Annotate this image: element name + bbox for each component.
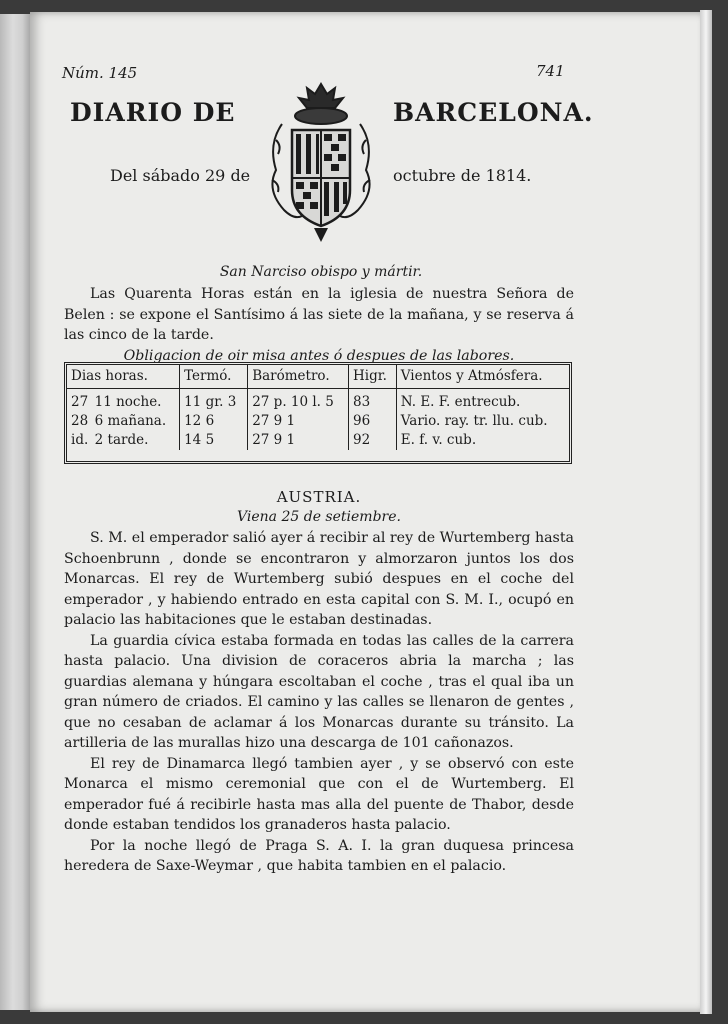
col-higr: Higr. bbox=[348, 365, 396, 389]
col-barometro: Barómetro. bbox=[248, 365, 349, 389]
barcelona-coat-of-arms-icon bbox=[262, 80, 380, 246]
obligacion-line: Obligacion de oir misa antes ó despues de las labores. bbox=[123, 347, 515, 364]
austria-article bbox=[64, 528, 574, 877]
issue-number: Núm. 145 bbox=[62, 64, 138, 82]
quarenta-horas-text: Las Quarenta Horas están en la iglesia de nuestra Señora de Belen : se expone el Santísimo á las siete de la mañana, y se reserva á las cinco de la tarde. bbox=[64, 286, 574, 343]
row-time: 6 mañana. bbox=[91, 412, 180, 431]
section-heading-austria: AUSTRIA. bbox=[276, 488, 362, 506]
article-paragraph: S. M. el emperador salió ayer á recibir al rey de Wurtemberg hasta Schoenbrunn , donde se encontraron y almorzaron juntos los dos Monarcas. El rey de Wurtemberg subió despues en el coche del emperador , y habiendo entrado en esta capital con S. M. I., ocupó en palacio las habitaciones que le estaban destinadas. bbox=[64, 530, 574, 628]
section-dateline: Viena 25 de setiembre. bbox=[237, 509, 401, 525]
row-time: 11 noche. bbox=[91, 389, 180, 413]
row-time: 2 tarde. bbox=[91, 431, 180, 450]
row-termo: 11 gr. 3 bbox=[180, 389, 248, 413]
page-number: 741 bbox=[536, 62, 565, 80]
table-row bbox=[67, 431, 569, 450]
date-right: octubre de 1814. bbox=[393, 166, 532, 185]
quarenta-horas-notice bbox=[64, 284, 574, 366]
row-viento: Vario. ray. tr. llu. cub. bbox=[400, 413, 548, 429]
row-viento: E. f. v. cub. bbox=[400, 432, 477, 448]
article-paragraph: El rey de Dinamarca llegó tambien ayer , y se observó con este Monarca el mismo ceremonial que con el de Wurtemberg. El emperador fué á recibirle hasta mas alla del puente de Thabor, desde donde estaban tendidos los granaderos hasta palacio. bbox=[64, 755, 574, 833]
col-termo: Termó. bbox=[180, 365, 248, 389]
row-baro: 27 p. 10 l. 5 bbox=[248, 389, 349, 413]
row-higr: 83 bbox=[348, 389, 396, 413]
row-termo: 12 6 bbox=[180, 412, 248, 431]
masthead-title-right: BARCELONA. bbox=[393, 98, 594, 127]
row-higr: 96 bbox=[348, 412, 396, 431]
row-day: id. bbox=[71, 432, 89, 448]
weather-table bbox=[64, 362, 572, 464]
row-baro: 27 9 1 bbox=[248, 412, 349, 431]
row-higr: 92 bbox=[348, 431, 396, 450]
table-row bbox=[67, 412, 569, 431]
table-row bbox=[67, 389, 569, 413]
article-paragraph: Por la noche llegó de Praga S. A. I. la gran duquesa princesa heredera de Saxe-Weymar , que habita tambien en el palacio. bbox=[64, 837, 574, 874]
row-viento: N. E. F. entrecub. bbox=[400, 394, 521, 410]
article-paragraph: La guardia cívica estaba formada en todas las calles de la carrera hasta palacio. Una division de coraceros abria la marcha ; las guardias alemana y húngara escoltaban el coche , tras el qual iba un gran número de criados. El camino y las calles se llenaron de gentes , que no cesaban de aclamar á los Monarcas durante su tránsito. La artilleria de las murallas hizo una descarga de 101 cañonazos. bbox=[64, 632, 574, 751]
page-stack-edge bbox=[700, 10, 712, 1014]
masthead-title-left: DIARIO DE bbox=[70, 98, 236, 127]
date-left: Del sábado 29 de bbox=[110, 166, 251, 185]
col-dias-horas: Dias horas. bbox=[67, 365, 180, 389]
saint-of-the-day: San Narciso obispo y mártir. bbox=[219, 264, 423, 280]
row-day: 28 bbox=[71, 413, 89, 429]
book-spine-edge bbox=[0, 14, 32, 1010]
col-vientos: Vientos y Atmósfera. bbox=[396, 365, 569, 389]
row-day: 27 bbox=[71, 394, 89, 410]
row-baro: 27 9 1 bbox=[248, 431, 349, 450]
row-termo: 14 5 bbox=[180, 431, 248, 450]
